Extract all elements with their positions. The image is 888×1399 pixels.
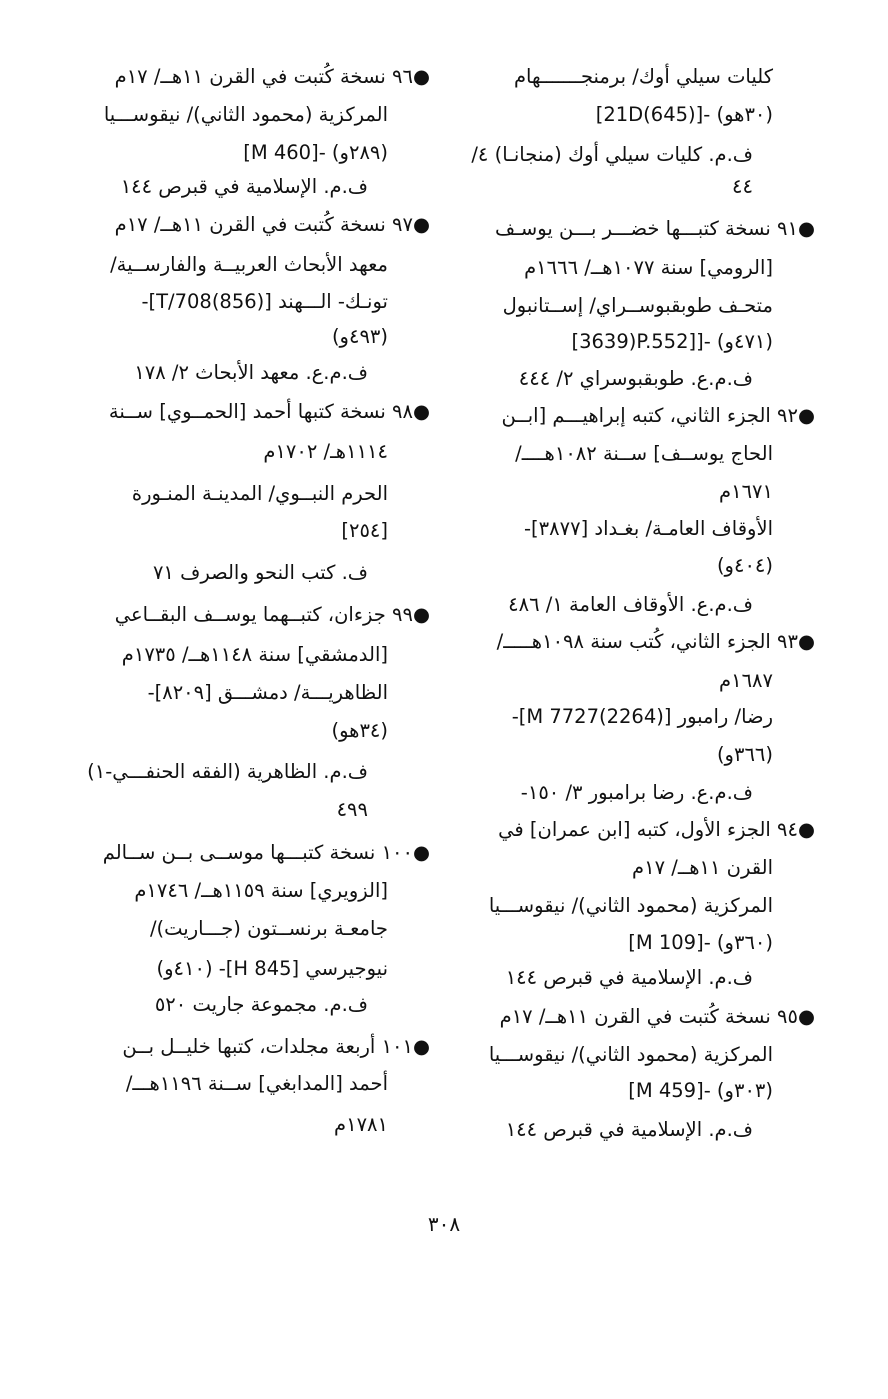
entry-line: كليات سيلي أوك/ برمنجـــــــهام — [513, 65, 773, 88]
catalog-reference-line: ف.م.ع. رضا برامبور ٣/ ١٥٠- — [520, 781, 753, 804]
entry-first-line: ●٩٤ الجزء الأول، كتبه [ابن عمران] في — [498, 818, 815, 841]
catalog-reference-line: ف.م. كليات سيلي أوك (منجانـا) ٤/ — [471, 143, 753, 166]
catalog-reference-line: ف.م. الإسلامية في قبرص ١٤٤ — [505, 966, 753, 989]
page-number: ٣٠٨ — [427, 1212, 461, 1236]
entry-line: [الدمشقي] سنة ١١٤٨هــ/ ١٧٣٥م — [121, 643, 388, 666]
entry-line: [21D(645)]- (٣٠ھو) — [595, 103, 773, 126]
catalog-reference-line: ف.م. الإسلامية في قبرص ١٤٤ — [505, 1118, 753, 1141]
entry-line: (٣٤ھو) — [331, 719, 388, 742]
entry-line: [M 459]- (٣٠٣و) — [628, 1079, 773, 1102]
entry-line: القرن ١١هــ/ ١٧م — [632, 856, 773, 879]
catalog-reference-line: ف. كتب النحو والصرف ٧١ — [152, 561, 368, 584]
catalog-reference-line: ف.م.ع. معهد الأبحاث ٢/ ١٧٨ — [134, 361, 368, 384]
entry-line: [3639)P.552]]- (٤٧١و) — [571, 330, 773, 353]
catalog-reference-line: ف.م. مجموعة جاريت ٥٢٠ — [154, 993, 368, 1016]
entry-line: [الزويري] سنة ١١٥٩هــ/ ١٧٤٦م — [134, 879, 388, 902]
entry-first-line: ●٩٢ الجزء الثاني، كتبه إبراهيـــم [ابــن — [501, 404, 815, 427]
entry-line: [M 109]- (٣٦٠و) — [628, 931, 773, 954]
catalog-reference-line: ٤٩٩ — [336, 798, 368, 821]
entry-line: أحمد [المدابغي] ســنة ١١٩٦هـــ/ — [125, 1072, 388, 1095]
entry-line: تونـك- الـــهند [T/708(856)]- — [141, 290, 388, 313]
entry-first-line: ●٩٥ نسخة كُتبت في القرن ١١هــ/ ١٧م — [499, 1005, 815, 1028]
catalog-reference-line: ٤٤ — [732, 175, 753, 198]
entry-first-line: ●١٠١ أربعة مجلدات، كتبها خليــل بــن — [122, 1035, 430, 1058]
catalog-reference-line: ف.م.ع. طوبقبوسراي ٢/ ٤٤٤ — [518, 367, 753, 390]
entry-first-line: ●٩٣ الجزء الثاني، كُتب سنة ١٠٩٨هـــــ/ — [496, 630, 815, 653]
entry-first-line: ●٩٧ نسخة كُتبت في القرن ١١هــ/ ١٧م — [114, 213, 430, 236]
entry-first-line: ●٩٨ نسخة كتبها أحمد [الحمــوي] ســنة — [108, 400, 430, 423]
catalog-reference-line: ف.م. الإسلامية في قبرص ١٤٤ — [120, 175, 368, 198]
entry-line: ١٦٧١م — [719, 480, 773, 503]
entry-first-line: ●١٠٠ نسخة كتبـــها موســى بــن ســالم — [102, 841, 430, 864]
entry-first-line: ●٩٩ جزءان، كتبــهما يوســف البقــاعي — [114, 603, 430, 626]
entry-line: الحرم النبــوي/ المدينـة المنـورة — [131, 482, 388, 505]
entry-line: نيوجيرسي [845 H]- (٤١٠و) — [156, 957, 388, 980]
entry-line: متحـف طوبقبوســراي/ إســتانبول — [502, 294, 773, 317]
entry-line: جامعـة برنســتون (جـــاريت)/ — [149, 917, 388, 940]
entry-line: المركزية (محمود الثاني)/ نيقوســـيا — [488, 1043, 773, 1066]
entry-line: ١٧٨١م — [334, 1113, 388, 1136]
entry-line: معهد الأبحاث العربيــة والفارســية/ — [110, 253, 388, 276]
entry-line: ١١١٤هـ/ ١٧٠٢م — [263, 440, 388, 463]
entry-line: (٤٩٣و) — [331, 325, 388, 348]
entry-line: رضا/ رامبور [M 7727(2264)]- — [511, 705, 773, 728]
entry-first-line: ●٩٦ نسخة كُتبت في القرن ١١هــ/ ١٧م — [114, 65, 430, 88]
entry-line: المركزية (محمود الثاني)/ نيقوســـيا — [488, 894, 773, 917]
entry-line: [٢٥٤] — [341, 519, 388, 542]
entry-first-line: ●٩١ نسخة كتبـــها خضـــر بـــن يوسـف — [495, 217, 815, 240]
entry-line: (٣٦٦و) — [716, 743, 773, 766]
entry-line: الظاهريـــة/ دمشـــق [٨٢٠٩]- — [147, 681, 388, 704]
entry-line: [M 460]- (٢٨٩و) — [243, 141, 388, 164]
catalog-reference-line: ف.م.ع. الأوقاف العامة ١/ ٤٨٦ — [508, 593, 753, 616]
entry-line: الأوقاف العامـة/ بغـداد [٣٨٧٧]- — [524, 517, 773, 540]
entry-line: ١٦٨٧م — [719, 669, 773, 692]
entry-line: الحاج يوســف] ســنة ١٠٨٢هــــ/ — [515, 442, 773, 465]
catalog-reference-line: ف.م. الظاهرية (الفقه الحنفـــي-١) — [87, 760, 368, 783]
entry-line: [الرومي] سنة ١٠٧٧هــ/ ١٦٦٦م — [524, 256, 773, 279]
entry-line: المركزية (محمود الثاني)/ نيقوســـيا — [103, 103, 388, 126]
entry-line: (٤٠٤و) — [716, 554, 773, 577]
